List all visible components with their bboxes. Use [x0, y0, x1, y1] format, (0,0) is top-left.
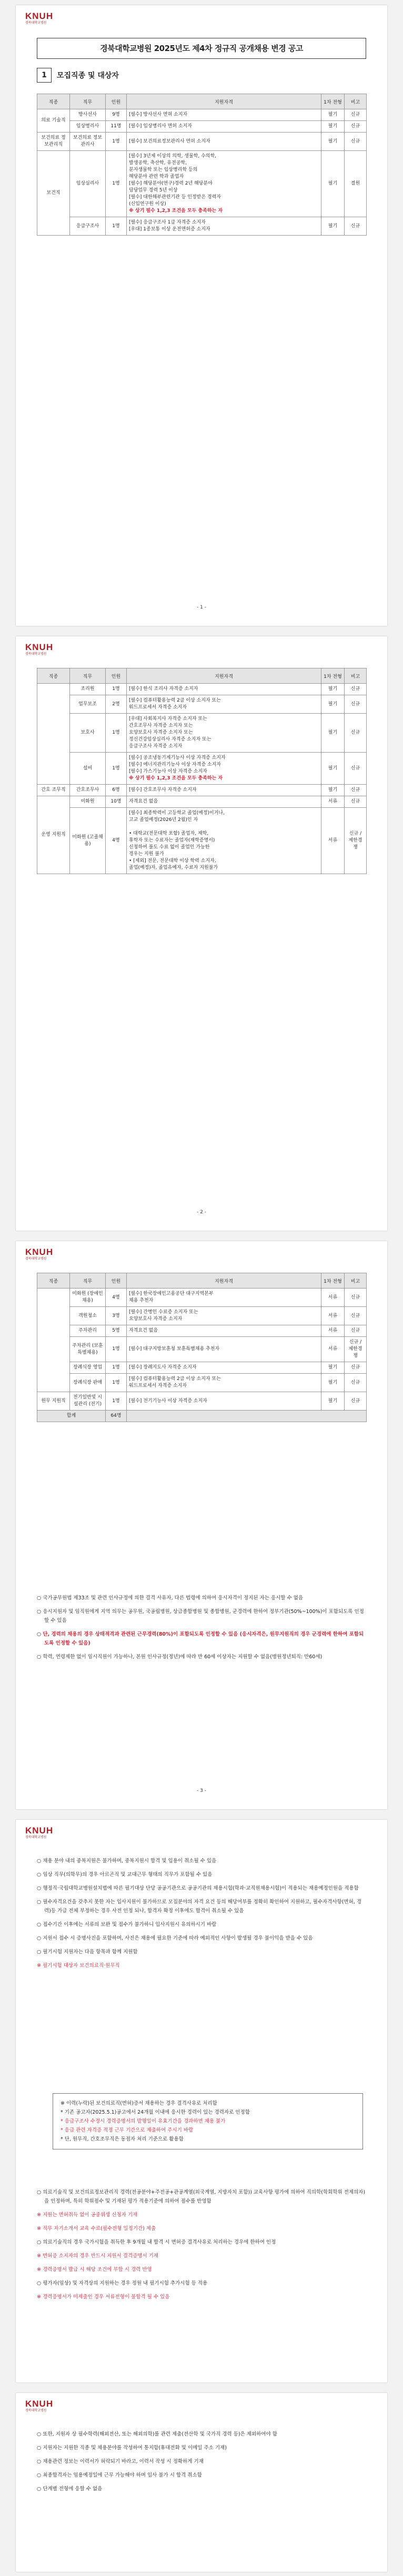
job-group-cell: 원무 지원직	[37, 1392, 70, 1411]
bullet-icon: ○	[37, 2445, 43, 2451]
count-cell: 1명	[106, 1362, 127, 1374]
note-item	[37, 1652, 366, 1661]
test-cell: 필기	[321, 714, 345, 753]
qualification-line: [필수] 장례지도사 자격증 소지자	[129, 1365, 197, 1370]
note-cell: 신규	[345, 1307, 367, 1325]
count-cell: 11명	[106, 121, 127, 133]
note-cell: 신규	[345, 133, 367, 151]
note-item	[37, 2293, 366, 2301]
hospital-logo: KNUH 경북대학교병원	[25, 11, 54, 25]
qualification-cell	[127, 109, 321, 121]
table-header: 직종 직무 인원 지원자격 1차 전형 비고	[37, 94, 367, 109]
qualification-line: 담당업무 경력 5년 이상	[129, 188, 178, 193]
count-cell: 4명	[106, 808, 127, 874]
note-text: ※ 경력증명서 발급 시 해당 조건에 부합 시 경력 반영	[37, 2267, 152, 2273]
note-cell: 신규 / 제한경쟁	[345, 808, 367, 874]
job-cell: 업무보조	[70, 695, 106, 714]
qualification-cell	[127, 785, 321, 796]
hospital-logo: KNUH 경북대학교병원	[25, 1247, 54, 1261]
notes-list	[37, 1594, 366, 1666]
note-item	[37, 2210, 366, 2219]
qualification-line: • 대학교(전문대학 포함) 졸업자, 재학,	[129, 831, 209, 836]
table-row	[37, 695, 367, 714]
note-cell: 신규 / 제한경쟁	[345, 1337, 367, 1362]
job-group-cell: 간호 조무직	[37, 785, 70, 796]
job-cell: 간호조무사	[70, 785, 106, 796]
table-row	[37, 217, 367, 236]
qualification-line: 졸업(예정)자, 졸업유예자, 수료자 지원불가	[129, 865, 218, 870]
page-3	[16, 1241, 387, 1809]
note-item	[37, 1920, 366, 1929]
notes-list-2	[37, 2188, 366, 2306]
count-cell: 4명	[106, 1289, 127, 1307]
qualification-line: [필수] 간병인 수료증 소지자 또는	[129, 1310, 198, 1315]
qualification-cell	[127, 151, 321, 217]
qualification-line: • [제외] 전문, 전문대학 이상 학력 소지자,	[129, 858, 216, 864]
note-item	[37, 2443, 366, 2452]
note-cell: 신규	[345, 109, 367, 121]
note-cell: 신규	[345, 714, 367, 753]
test-cell: 필기	[321, 1362, 345, 1374]
total-row: 합계 64명	[37, 1411, 367, 1422]
bullet-icon: ○	[37, 1872, 43, 1878]
count-cell: 1명	[106, 1337, 127, 1362]
bullet-icon: ○	[37, 2472, 43, 2478]
section-heading: 1 모집직종 및 대상자	[37, 68, 119, 82]
note-text: 학력, 연령제한 없이 임시직원이 가능하나, 본원 인사규정(정년)에 따라 만 60세 이상자는 지원할 수 없음(병원정년퇴직: 만60세)	[43, 1654, 323, 1660]
bullet-icon: ○	[37, 1922, 43, 1928]
count-cell: 1명	[106, 151, 127, 217]
note-cell: 신규	[345, 684, 367, 695]
qualification-line: [필수] 최종학력이 고등학교 졸업(예정)이거나,	[129, 810, 225, 816]
qualification-line: [필수] 방사선사 면허 소지자	[129, 112, 188, 117]
callout-line: * 응급 관련 자격증 적정 근무 기간으로 제출하여 주시기 바람	[61, 2127, 194, 2133]
count-cell: 6명	[106, 785, 127, 796]
note-text: ※ 직무 자기소개서 교육 수료(필수전형 일정기간) 제출	[37, 2226, 156, 2232]
job-cell: 보건의료 정보관리사	[70, 133, 106, 151]
note-text: ※ 지원는 면허취득 없이 공중위생 신청자 기재	[37, 2212, 138, 2218]
qualification-line: 분자생물학 또는 임상병리학 등의	[129, 167, 198, 173]
table-row	[37, 151, 367, 217]
qualification-line: 간호조무사 자격증 소지자 또는	[129, 723, 193, 728]
table-row	[37, 121, 367, 133]
job-group-cell: 운영 지원직	[37, 796, 70, 874]
bullet-icon: ○	[37, 2459, 43, 2465]
job-group-cell: 보건직	[37, 151, 70, 236]
note-text: 국가공무원법 제33조 및 관련 인사규정에 의한 결격 사유자, 다른 법령에 의하여 응시자격이 정지된 자는 응시할 수 없음	[43, 1595, 304, 1601]
qualification-cell	[127, 1289, 321, 1307]
note-text: 접수기간 이후에는 서류의 보완 및 접수가 불가하니 입사지원시 유의하시기 바람	[43, 1922, 217, 1928]
qualification-cell	[127, 133, 321, 151]
qualification-line: 자격요건 없음	[129, 799, 158, 804]
note-cell: 신규	[345, 217, 367, 236]
qualification-line: 워드프로세서 자격증 소지자	[129, 705, 187, 710]
job-cell: 임상심리사	[70, 151, 106, 217]
bullet-icon: ○	[37, 2486, 43, 2492]
test-cell: 서류	[321, 1337, 345, 1362]
qualification-cell	[127, 808, 321, 874]
page-5	[16, 2393, 387, 2572]
note-cell: 신규	[345, 1362, 367, 1374]
table-row	[37, 684, 367, 695]
note-cell: 신규	[345, 785, 367, 796]
recruitment-table-2	[37, 668, 367, 874]
test-cell: 서류	[321, 1307, 345, 1325]
page-number: - 2 -	[197, 1210, 206, 1215]
notes-list	[37, 2430, 366, 2498]
note-text: 임상 직무(의학무)의 경우 아르곤직 및 교대근무 형태의 직무가 포함될 수 있음	[43, 1872, 213, 1878]
qualification-cell	[127, 796, 321, 808]
bullet-icon: ○	[37, 1885, 43, 1891]
qualification-cell	[127, 714, 321, 753]
qualification-line: [필수] 에너지관리기능사 이상 자격증 소지자	[129, 762, 221, 767]
qualification-line: 해당분야 관련 학과 졸업자	[129, 174, 184, 179]
table-row	[37, 1392, 367, 1411]
note-cell: 신규	[345, 796, 367, 808]
recruitment-table-3	[37, 1273, 367, 1422]
qualification-line: [필수] 3년제 이상의 의학, 생물학, 수의학,	[129, 154, 217, 159]
table-row	[37, 1362, 367, 1374]
count-cell: 1명	[106, 714, 127, 753]
page-1	[16, 5, 387, 626]
job-group-cell	[37, 1289, 70, 1392]
qualification-line: [필수] 대구지방보훈청 보훈특별채용 추천자	[129, 1346, 220, 1352]
note-text: 지원자는 지원한 직종 및 채용분야를 작성하여 통지함(휴대전화 및 이메일 주소 기재)	[43, 2445, 227, 2451]
note-item	[37, 2238, 366, 2247]
page-number: - 1 -	[197, 605, 206, 610]
qualification-line: [필수] 보건의료정보관리사 면허 소지자	[129, 138, 210, 144]
qualification-line: 채용 추천자	[129, 1298, 154, 1303]
note-item	[37, 2224, 366, 2233]
job-group-cell	[37, 684, 70, 785]
table-row	[37, 1307, 367, 1325]
count-cell: 1명	[106, 217, 127, 236]
qualification-line: [필수] 한국장애인고용공단 대구지역본부	[129, 1291, 214, 1296]
callout-line: * 단, 원무직, 간호조무직은 동점자 처리 기준으로 활용함	[61, 2136, 184, 2142]
bullet-icon: ○	[37, 2239, 43, 2245]
table-row	[37, 1289, 367, 1307]
test-cell: 서류	[321, 808, 345, 874]
qualification-line: [필수] 컴퓨터활용능력 2급 이상 소지자 또는	[129, 1376, 221, 1382]
test-cell: 필기	[321, 151, 345, 217]
test-cell: 서류	[321, 796, 345, 808]
job-cell: 미화원 (고졸채용)	[70, 808, 106, 874]
bullet-icon: ○	[37, 1858, 43, 1864]
qualification-line	[129, 824, 319, 830]
job-cell: 장례식장 영업	[70, 1362, 106, 1374]
qualification-line: 고교 졸업예정(2026년 2월)인 자	[129, 817, 198, 823]
qualification-line: ※ 상기 필수 1,2,3 조건을 모두 충족하는 자	[129, 208, 223, 214]
job-cell: 장례식장 판매	[70, 1374, 106, 1392]
qualification-cell	[127, 753, 321, 785]
job-cell: 주차관리	[70, 1325, 106, 1337]
bullet-icon: ○	[37, 1631, 43, 1637]
test-cell: 필기	[321, 1392, 345, 1411]
qualification-cell	[127, 1392, 321, 1411]
test-cell: 필기	[321, 217, 345, 236]
note-text: 평가자(임상) 및 자격상의 지원하는 경우 정원 내 필기시험 추가시험 등 적용	[43, 2280, 208, 2286]
note-text: 채용 분야 내의 중복지원은 불가하며, 중복지원시 합격 및 입용이 취소될 수 있음	[43, 1858, 217, 1864]
test-cell: 필기	[321, 695, 345, 714]
test-cell: 서류	[321, 1325, 345, 1337]
note-cell: 신규	[345, 695, 367, 714]
qualification-cell	[127, 1362, 321, 1374]
hospital-logo: KNUH 경북대학교병원	[25, 2399, 54, 2412]
bullet-icon: ○	[37, 1935, 43, 1941]
note-text: ※ 면허증 소지자의 경우 반드시 지원서 결격증명서 기재	[37, 2253, 158, 2259]
job-cell: 주차관리 (보훈특별채용)	[70, 1337, 106, 1362]
count-cell: 3명	[106, 1307, 127, 1325]
note-item	[37, 1961, 366, 1970]
qualification-line: [필수] 한식 조리사 자격증 소지자	[129, 686, 198, 692]
note-item	[37, 1594, 366, 1603]
qualification-line: 워드프로세서 자격증 소지자	[129, 1383, 187, 1388]
qualification-cell	[127, 684, 321, 695]
note-text: 필기시험 지원자는 다음 항목과 함께 지원함	[43, 1949, 138, 1955]
qualification-cell	[127, 695, 321, 714]
qualification-cell	[127, 1307, 321, 1325]
count-cell: 10명	[106, 796, 127, 808]
qualification-cell	[127, 1374, 321, 1392]
table-row	[37, 1374, 367, 1392]
qualification-line: [필수] 가스기능사 이상 자격증 소지자	[129, 769, 207, 774]
qualification-line: [우대] 1종보통 이상 운전면허증 소지자	[129, 227, 210, 232]
table-row	[37, 714, 367, 753]
notice-title: 경북대학교병원 2025년도 제4차 정규직 공개채용 변경 공고	[37, 38, 366, 59]
note-text: 행정직·국립대학교병원설치법에 따른 필기대상 단당 공공기관으로 공공기관의 채용시험(학과·교직원채용시험)이 적용되는 채용예정인원을 적용함	[43, 1885, 359, 1891]
note-item	[37, 2457, 366, 2466]
table-row	[37, 753, 367, 785]
job-group-cell: 보건의료 정보관리직	[37, 133, 70, 151]
note-text: 단계별 전형에 응할 수 없음	[43, 2486, 103, 2492]
job-cell: 미화원 (장애인채용)	[70, 1289, 106, 1307]
test-cell: 서류	[321, 1289, 345, 1307]
callout-line: * 기존 공고자(2025.5.1)공고에서 24개월 이내에 응시한 경력이 있는 경력자로 인정함	[61, 2110, 250, 2115]
job-cell: 전기일반및 시설관리 (전기)	[70, 1392, 106, 1411]
table-row	[37, 1337, 367, 1362]
page-2	[16, 636, 387, 1231]
table-header: 직종 직무 인원 지원자격 1차 전형 비고	[37, 1273, 367, 1289]
bullet-icon: ○	[37, 2280, 43, 2286]
qualification-line: 휴학자 또는 수료자는 졸업자(재학증명서)	[129, 838, 215, 843]
qualification-cell	[127, 121, 321, 133]
note-cell: 결원	[345, 151, 367, 217]
table-row	[37, 133, 367, 151]
note-text: 또한, 지원자 상 필수학력(해외전산, 또는 해외의학)를 관련 제출(전산학 및 국가직 경력 등)은 제외하여야 함	[43, 2431, 277, 2437]
callout-line: * 응급구조사 수정시 경력증명서의 발행일이 유효기간을 경과하면 채용 불가	[61, 2118, 226, 2124]
qualification-line: (신입연구원 이상)	[129, 201, 166, 207]
note-item	[37, 1630, 366, 1648]
qualification-line: 요양보호사 자격증 소지자	[129, 1316, 183, 1322]
table-row	[37, 109, 367, 121]
note-cell: 신규	[345, 1325, 367, 1337]
note-item	[37, 2430, 366, 2439]
page-4	[16, 1820, 387, 2382]
qualification-cell	[127, 217, 321, 236]
qualification-line: [필수] 전기기능사 이상 자격증 소지자	[129, 1398, 207, 1404]
table-row	[37, 796, 367, 808]
note-item	[37, 2188, 366, 2206]
qualification-line: [우대] 사회복지사 자격증 소지자 또는	[129, 716, 207, 722]
qualification-line: ※ 상기 필수 1,2,3 조건을 모두 충족하는 자	[129, 776, 223, 781]
qualification-line: 요양보호사 자격증 소지자 또는	[129, 730, 193, 735]
note-cell: 신규	[345, 753, 367, 785]
note-text: 필수자격요건을 갖추지 못한 자는 입사지원이 불가하므로 모집분야의 자격 요건 등의 해당여부를 정확히 확인하여 지원하고, 필수자격사항(면허, 경력)등 가급 전체 부정하는 경우 사전 인정 되나, 합격자 확정 이후에도 합격이 취소될 수 있음	[43, 1899, 361, 1914]
test-cell: 필기	[321, 121, 345, 133]
note-text: 단, 경력의 채용의 경우 상태적격과 관련된 근무경력(80%)이 포함되도록 인정할 수 있음 (응시자격은, 원무지원직의 경우 군경력에 한하여 포함되도록 인정할 수 있음)	[43, 1631, 364, 1646]
note-item	[37, 1607, 366, 1625]
note-text: 의료기술직 및 보건의료정보관리직 경력(전공분야+주전공+관공계열(외국계열, 지방자치 포함)) 교육사항 평가에 의하여 직의학(학회학위 전제의자)을 인정하며, 특히 학위점수 및 기재된 평가 적용기준에 의하여 점수를 반영함	[43, 2189, 366, 2204]
note-item	[37, 2265, 366, 2274]
job-cell: 임상병리사	[70, 121, 106, 133]
qualification-line: [필수] 공조냉동기계기능사 이상 자격증 소지자	[129, 755, 226, 760]
bullet-icon: ○	[37, 1654, 43, 1660]
job-cell: 보호사	[70, 714, 106, 753]
test-cell: 필기	[321, 785, 345, 796]
note-item	[37, 1948, 366, 1956]
job-cell: 미화원	[70, 796, 106, 808]
count-cell: 1명	[106, 133, 127, 151]
hospital-logo: KNUH 경북대학교병원	[25, 642, 54, 656]
test-cell: 필기	[321, 109, 345, 121]
note-item	[37, 2252, 366, 2260]
job-cell: 응급구조사	[70, 217, 106, 236]
note-item	[37, 1857, 366, 1865]
qualification-line: 신청하여 불도 수료 없이 졸업인 가능한	[129, 845, 210, 850]
note-cell: 신규	[345, 1289, 367, 1307]
qualification-cell	[127, 1337, 321, 1362]
note-text: 응시지원자 및 임직원에게 지역 의무는 공무원, 국공립병원, 상급종합병원 및 종합병원, 군경력에 한하여 정부기관(50%~100%)이 포함되도록 인정할 수 있음	[43, 1609, 364, 1624]
note-text: 지원서 접수 시 증명사진을 포함하며, 사진은 채용에 필요한 기준에 따라 예외적인 사항이 발생될 경우 불이익을 받을 수 있음	[43, 1935, 313, 1941]
qualification-line: [필수] 대한해부관련기관 등 인정받은 경력자	[129, 195, 221, 200]
count-cell: 1명	[106, 684, 127, 695]
table-header: 직종 직무 인원 지원자격 1차 전형 비고	[37, 668, 367, 684]
qualification-line: 자격요건 없음	[129, 1328, 158, 1333]
qualification-line: 발생공학, 축산학, 유전공학,	[129, 160, 187, 166]
bullet-icon: ○	[37, 1949, 43, 1955]
bullet-icon: ○	[37, 1899, 43, 1905]
qualification-line: [필수] 임상병리사 면허 소지자	[129, 124, 192, 129]
job-cell: 객원청소	[70, 1307, 106, 1325]
job-cell: 설비	[70, 753, 106, 785]
note-text: 의료기술직의 경우 국가시험을 취득한 후 9개월 내 합격 시 면허증 결격사유로 처리하는 경우에 한하여 인정	[43, 2239, 276, 2245]
qualification-line: [필수] 간호조무사 자격증 소지자	[129, 787, 197, 793]
table-row	[37, 808, 367, 874]
note-text: ※ 필기시험 대상자 보건의료직·원무직	[37, 1963, 120, 1969]
bullet-icon: ○	[37, 2431, 43, 2437]
test-cell: 필기	[321, 133, 345, 151]
note-item	[37, 2484, 366, 2493]
qualification-line: 경우는 지원 불가	[129, 851, 164, 857]
notes-list	[37, 1857, 366, 1975]
bullet-icon: ○	[37, 1609, 43, 1615]
note-item	[37, 1934, 366, 1943]
note-text: 채용관련 정보는 이력서가 허락되기 바라고, 이력서 작성 시 정확하게 기재	[43, 2459, 204, 2465]
table-row	[37, 1325, 367, 1337]
job-cell: 조리원	[70, 684, 106, 695]
callout-box: ※ 이력(누락)된 보건의료직(면허)증서 채용하는 경우 결격사유로 처리함 * 기존 공고자(2025.5.1)공고에서 24개월 이내에 응시한 경력이 있는 경력자로 인정함 * 응급구조사 수정시 경력증명서의 발행일이 유효기간을 경과하면 채용 불가 * 응급 관련 자격증 적정 근무 기간으로 제출하여 주시기 바람 * 단, 원무직, 간호조무직은 동점자 처리 기준으로 활용함	[53, 2093, 363, 2149]
bullet-icon: ○	[37, 1595, 43, 1601]
qualification-line: 정신건강임상심리사 자격증 소지자 또는	[129, 737, 211, 742]
note-item	[37, 1870, 366, 1879]
count-cell: 5명	[106, 1325, 127, 1337]
count-cell: 9명	[106, 109, 127, 121]
count-cell: 1명	[106, 753, 127, 785]
note-item	[37, 2279, 366, 2288]
qualification-line: [필수] 응급구조사 1급 자격증 소지자	[129, 220, 206, 225]
job-group-cell: 의료 기술직	[37, 109, 70, 133]
note-text: 최종합격자는 임용예정일에 근무 가능해야 하며 입사 불가 시 합격 취소함	[43, 2472, 202, 2478]
note-text: ※ 경력증명서가 미제출인 경우 서류전형이 불합격 될 수 있음	[37, 2294, 170, 2300]
count-cell: 2명	[106, 695, 127, 714]
page-number: - 3 -	[197, 1788, 206, 1793]
note-item	[37, 1884, 366, 1893]
hospital-logo: KNUH 경북대학교병원	[25, 1825, 54, 1839]
bullet-icon: ○	[37, 2189, 43, 2195]
note-item	[37, 1898, 366, 1915]
qualification-line: [필수] 해당분야(연구)경력 2년 해당분야	[129, 181, 213, 186]
qualification-line: [필수] 컴퓨터활용능력 2급 이상 소지자 또는	[129, 698, 221, 703]
table-row	[37, 785, 367, 796]
count-cell: 1명	[106, 1374, 127, 1392]
job-cell: 방사선사	[70, 109, 106, 121]
qualification-line: 응급구조사 자격증 소지자	[129, 744, 183, 749]
note-cell: 신규	[345, 1392, 367, 1411]
note-cell: 신규	[345, 121, 367, 133]
recruitment-table-1	[37, 94, 367, 236]
note-item	[37, 2471, 366, 2480]
qualification-cell	[127, 1325, 321, 1337]
test-cell: 필기	[321, 753, 345, 785]
count-cell: 1명	[106, 1392, 127, 1411]
test-cell: 필기	[321, 684, 345, 695]
note-cell: 신규	[345, 1374, 367, 1392]
test-cell: 필기	[321, 1374, 345, 1392]
